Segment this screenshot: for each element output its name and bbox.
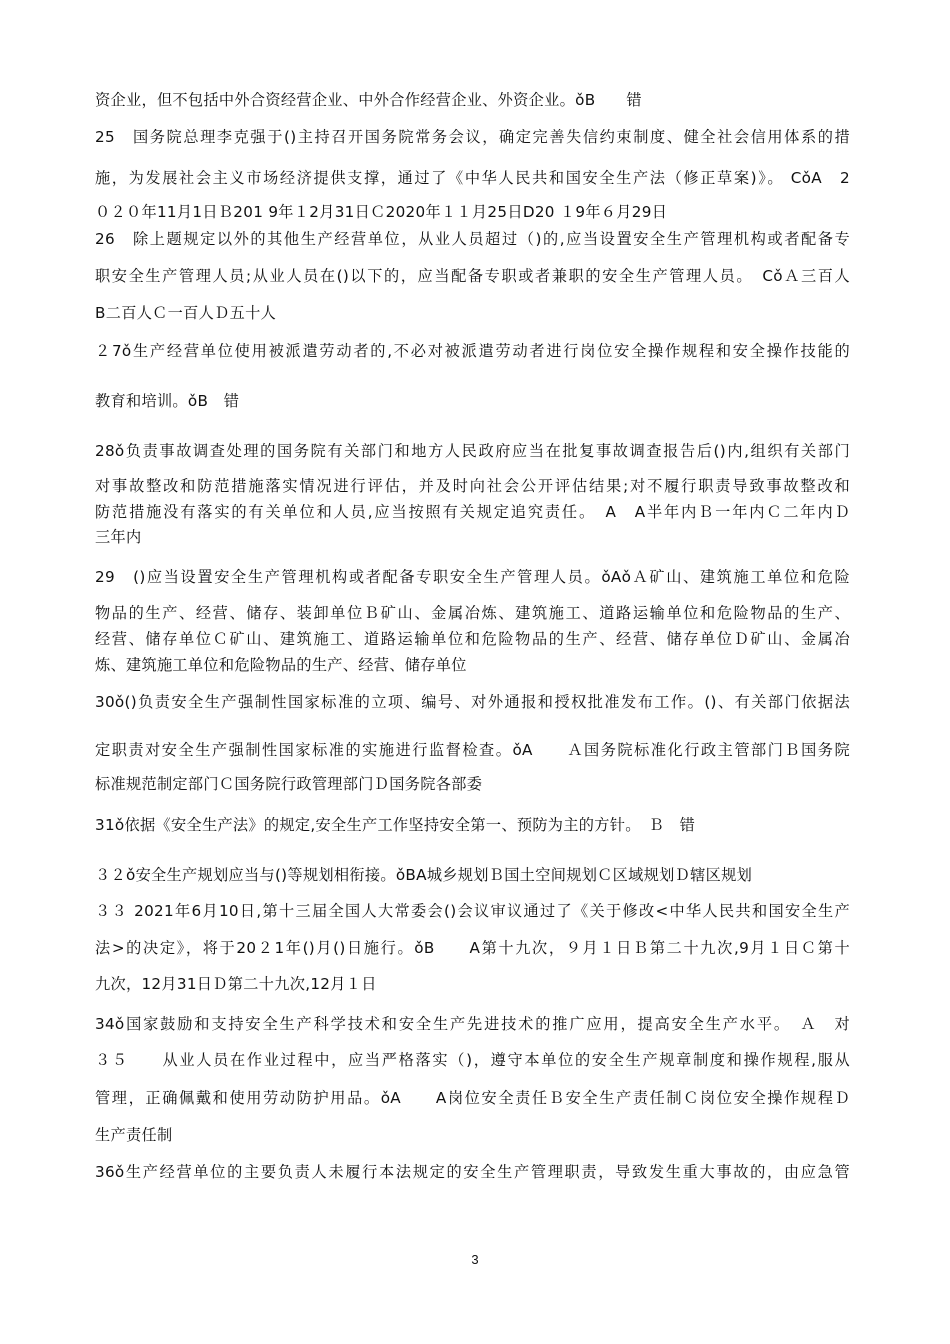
- text-line: 教育和培训。ǒB 错: [95, 392, 240, 410]
- text-line: 职安全生产管理人员;从业人员在()以下的，应当配备专职或者兼职的安全生产管理人员。 CǒＡ三百人: [95, 267, 850, 285]
- question-28-line: 28ǒ负责事故调查处理的国务院有关部门和地方人民政府应当在批复事故调查报告后()内,组织有关部门: [95, 442, 850, 460]
- text-line: 经营、储存单位Ｃ矿山、建筑施工、道路运输单位和危险物品的生产、经营、储存单位Ｄ矿山、金属冶: [95, 630, 850, 648]
- text-line: 生产责任制: [95, 1126, 173, 1144]
- page-number: 3: [471, 1252, 479, 1267]
- text-line: 标准规范制定部门Ｃ国务院行政管理部门Ｄ国务院各部委: [95, 775, 483, 793]
- text-line: 防范措施没有落实的有关单位和人员,应当按照有关规定追究责任。 A A半年内Ｂ一年内Ｃ二年内Ｄ: [95, 503, 850, 521]
- text-line: 资企业，但不包括中外合资经营企业、中外合作经营企业、外资企业。ǒB 错: [95, 91, 642, 109]
- question-25-line: 25 国务院总理李克强于()主持召开国务院常务会议，确定完善失信约束制度、健全社会信用体系的措: [95, 128, 850, 146]
- question-35-line: ３５ 从业人员在作业过程中，应当严格落实（)，遵守本单位的安全生产规章制度和操作规程,服从: [95, 1051, 850, 1069]
- question-36-line: 36ǒ生产经营单位的主要负责人未履行本法规定的安全生产管理职责，导致发生重大事故的，由应急管: [95, 1163, 850, 1181]
- question-30-line: 30ǒ()负责安全生产强制性国家标准的立项、编号、对外通报和授权批准发布工作。()、有关部门依据法: [95, 693, 850, 711]
- question-31-line: 31ǒ依据《安全生产法》的规定,安全生产工作坚持安全第一、预防为主的方针。 Ｂ 错: [95, 816, 696, 834]
- text-line: 炼、建筑施工单位和危险物品的生产、经营、储存单位: [95, 656, 467, 674]
- question-33-line: ３３ 2021年6月10日,第十三届全国人大常委会()会议审议通过了《关于修改<中华人民共和国安全生产: [95, 902, 850, 920]
- question-26-line: 26 除上题规定以外的其他生产经营单位，从业人员超过（)的,应当设置安全生产管理机构或者配备专: [95, 230, 850, 248]
- question-27-line: ２7ǒ生产经营单位使用被派遣劳动者的,不必对被派遣劳动者进行岗位安全操作规程和安全操作技能的: [95, 342, 850, 360]
- question-29-line: 29 ()应当设置安全生产管理机构或者配备专职安全生产管理人员。ǒAǒＡ矿山、建筑施工单位和危险: [95, 568, 850, 586]
- text-line: 管理，正确佩戴和使用劳动防护用品。ǒA A岗位安全责任Ｂ安全生产责任制Ｃ岗位安全操作规程Ｄ: [95, 1089, 850, 1107]
- text-line: 三年内: [95, 528, 142, 546]
- text-line: 施，为发展社会主义市场经济提供支撑，通过了《中华人民共和国安全生产法（修正草案)》。 CǒA 2: [95, 169, 850, 187]
- text-line: 对事故整改和防范措施落实情况进行评估，并及时向社会公开评估结果;对不履行职责导致事故整改和: [95, 477, 850, 495]
- text-line: 定职责对安全生产强制性国家标准的实施进行监督检查。ǒA Ａ国务院标准化行政主管部门Ｂ国务院: [95, 741, 850, 759]
- question-34-line: 34ǒ国家鼓励和支持安全生产科学技术和安全生产先进技术的推广应用，提高安全生产水平。 Ａ 对: [95, 1015, 850, 1033]
- question-32-line: ３２ǒ安全生产规划应当与()等规划相衔接。ǒBA城乡规划Ｂ国土空间规划Ｃ区域规划Ｄ辖区规划: [95, 866, 753, 884]
- text-line: ０２０年11月1日Ｂ201 9年１2月31日Ｃ2020年１１月25日D20 １9年６月29日: [95, 203, 668, 221]
- text-line: 物品的生产、经营、储存、装卸单位Ｂ矿山、金属冶炼、建筑施工、道路运输单位和危险物品的生产、: [95, 604, 850, 622]
- text-line: 九次，12月31日Ｄ第二十九次,12月１日: [95, 975, 377, 993]
- text-line: B二百人Ｃ一百人Ｄ五十人: [95, 304, 277, 322]
- text-line: 法>的决定》，将于20２1年()月()日施行。ǒB A第十九次，９月１日Ｂ第二十九次,9月１日Ｃ第十: [95, 939, 850, 957]
